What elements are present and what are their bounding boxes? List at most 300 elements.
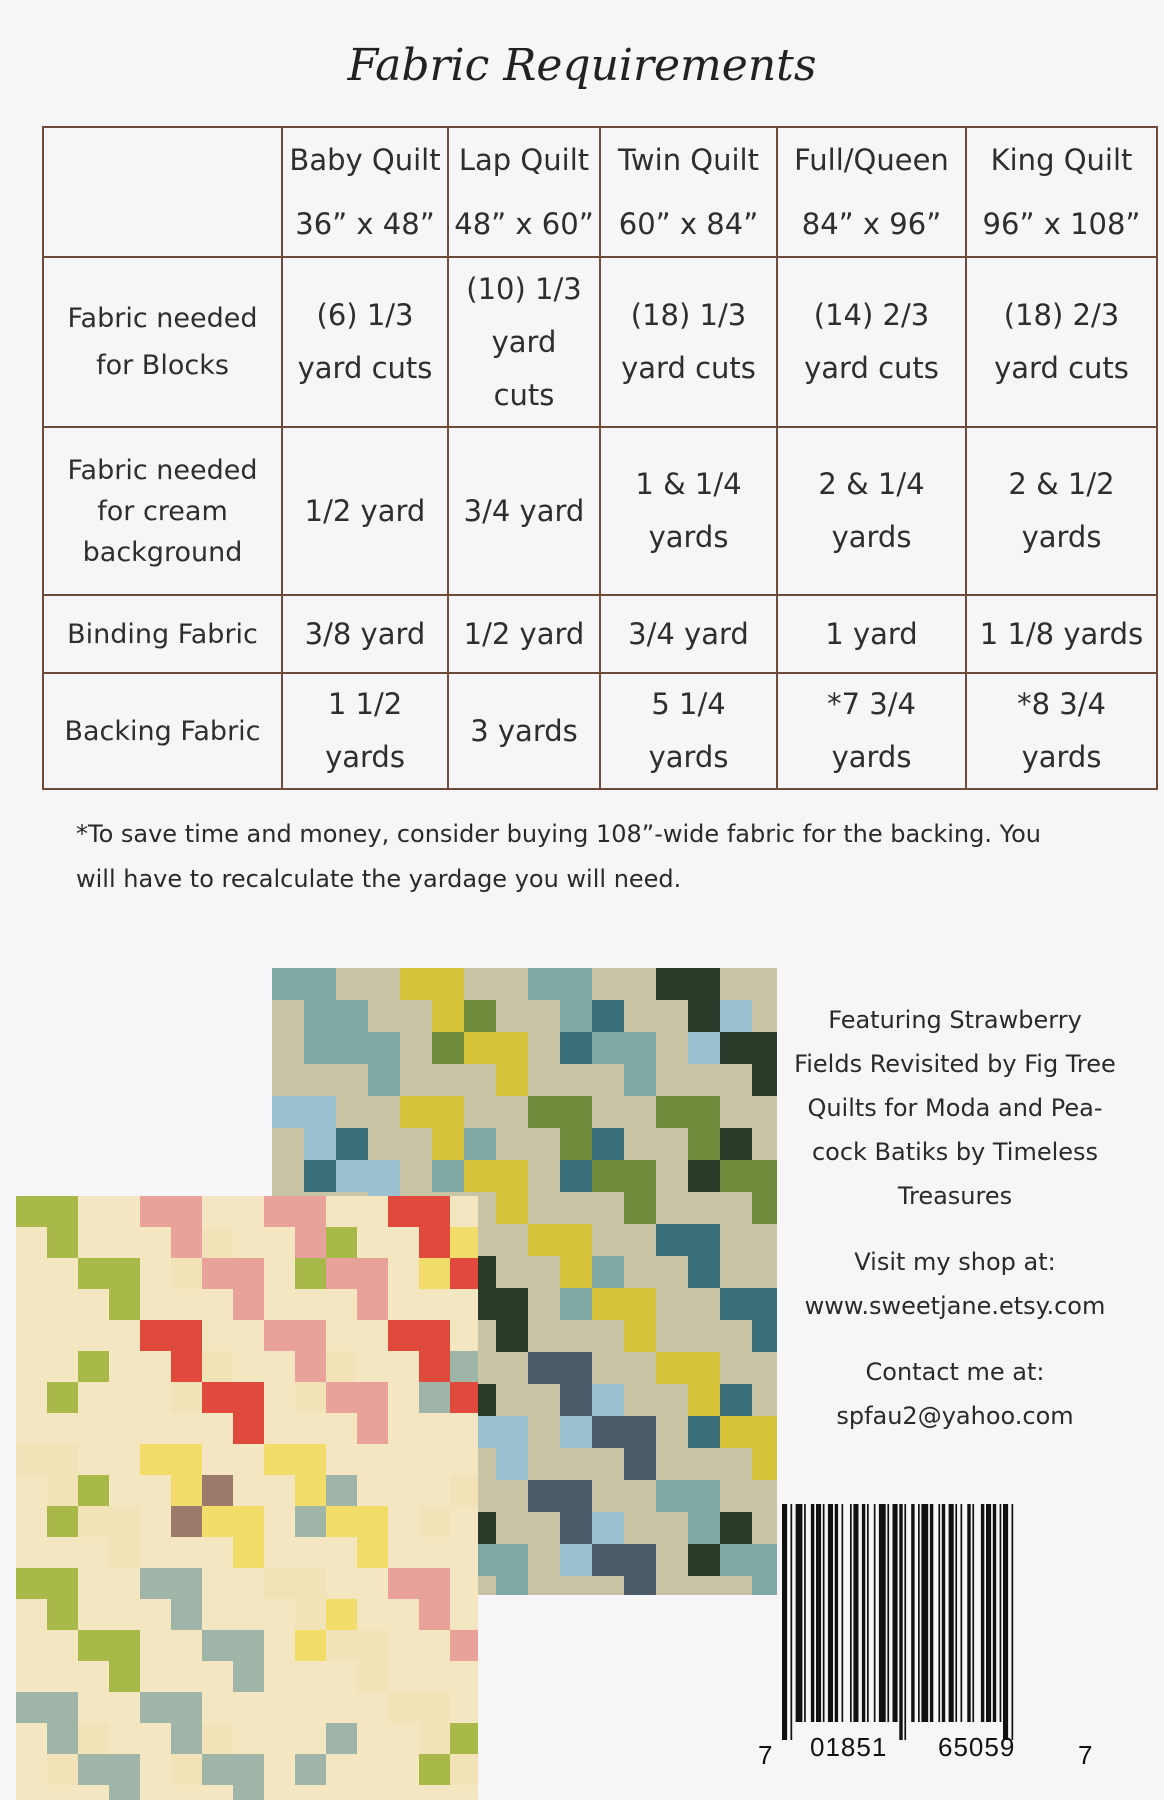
quilt-patch: [16, 1444, 47, 1475]
quilt-patch: [171, 1506, 202, 1537]
quilt-patch: [720, 1288, 752, 1320]
row-label-line: background: [82, 536, 243, 568]
quilt-patch: [592, 1480, 624, 1512]
quilt-patch: [400, 968, 432, 1000]
quilt-patch: [450, 1382, 478, 1413]
quilt-patch: [368, 1160, 400, 1192]
quilt-patch: [233, 1692, 264, 1723]
quilt-patch: [388, 1661, 419, 1692]
quilt-patch: [295, 1475, 326, 1506]
quilt-patch: [419, 1289, 450, 1320]
quilt-patch: [295, 1692, 326, 1723]
quilt-patch: [109, 1661, 140, 1692]
quilt-patch: [450, 1630, 478, 1661]
quilt-patch: [720, 968, 752, 1000]
quilt-patch: [78, 1351, 109, 1382]
row-label-line: Binding Fabric: [67, 618, 258, 650]
quilt-patch: [295, 1320, 326, 1351]
quilt-patch: [47, 1599, 78, 1630]
quilt-patch: [171, 1475, 202, 1506]
quilt-patch: [304, 968, 336, 1000]
quilt-patch: [752, 1160, 777, 1192]
quilt-patch: [336, 1096, 368, 1128]
quilt-patch: [560, 1032, 592, 1064]
quilt-patch: [326, 1754, 357, 1785]
quilt-patch: [688, 1416, 720, 1448]
quilt-patch: [528, 1352, 560, 1384]
quilt-patch: [47, 1444, 78, 1475]
quilt-patch: [264, 1444, 295, 1475]
featuring-line: cock Batiks by Timeless: [811, 1138, 1099, 1166]
quilt-patch: [47, 1537, 78, 1568]
quilt-patch: [656, 1384, 688, 1416]
quilt-patch: [752, 1448, 777, 1480]
quilt-patch: [592, 1224, 624, 1256]
quilt-patch: [295, 1785, 326, 1800]
quilt-patch: [295, 1258, 326, 1289]
barcode-bar: [862, 1504, 865, 1722]
quilt-patch: [295, 1537, 326, 1568]
barcode-bar: [791, 1504, 793, 1740]
quilt-patch: [78, 1754, 109, 1785]
quilt-patch: [752, 1224, 777, 1256]
quilt-patch: [326, 1723, 357, 1754]
cell-line: 2 & 1/4: [818, 467, 925, 501]
quilt-patch: [688, 1032, 720, 1064]
quilt-patch: [233, 1661, 264, 1692]
quilt-patch: [496, 1256, 528, 1288]
quilt-patch: [295, 1382, 326, 1413]
featuring-line: Fields Revisited by Fig Tree: [794, 1050, 1116, 1078]
quilt-patch: [496, 1576, 528, 1595]
quilt-patch: [304, 1096, 336, 1128]
quilt-patch: [295, 1289, 326, 1320]
quilt-patch: [202, 1320, 233, 1351]
quilt-patch: [432, 1000, 464, 1032]
quilt-name: Twin Quilt: [618, 143, 759, 177]
quilt-patch: [326, 1413, 357, 1444]
quilt-patch: [47, 1630, 78, 1661]
quilt-patch: [140, 1351, 171, 1382]
quilt-patch: [140, 1258, 171, 1289]
quilt-patch: [171, 1289, 202, 1320]
quilt-patch: [336, 1000, 368, 1032]
quilt-patch: [656, 1512, 688, 1544]
quilt-patch: [450, 1754, 478, 1785]
quilt-patch: [233, 1599, 264, 1630]
quilt-patch: [326, 1320, 357, 1351]
quilt-patch: [326, 1258, 357, 1289]
quilt-patch: [592, 968, 624, 1000]
cell-line: yard cuts: [804, 351, 939, 385]
quilt-patch: [720, 1032, 752, 1064]
quilt-patch: [368, 1032, 400, 1064]
quilt-patch: [140, 1754, 171, 1785]
quilt-patch: [295, 1754, 326, 1785]
quilt-patch: [357, 1506, 388, 1537]
barcode: [752, 1504, 1096, 1776]
quilt-patch: [720, 1512, 752, 1544]
quilt-patch: [419, 1599, 450, 1630]
quilt-patch: [592, 1576, 624, 1595]
quilt-patch: [171, 1754, 202, 1785]
quilt-patch: [528, 1576, 560, 1595]
quilt-patch: [450, 1320, 478, 1351]
barcode-digits: 7: [758, 1740, 773, 1770]
quilt-dimensions: 84” x 96”: [801, 207, 942, 241]
quilt-patch: [78, 1475, 109, 1506]
row-label-line: Fabric needed: [67, 454, 258, 486]
quilt-patch: [496, 1288, 528, 1320]
quilt-patch: [688, 1224, 720, 1256]
quilt-patch: [450, 1599, 478, 1630]
quilt-patch: [592, 1512, 624, 1544]
requirement-cell: [966, 595, 1157, 673]
quilt-patch: [109, 1382, 140, 1413]
quilt-patch: [450, 1227, 478, 1258]
quilt-patch: [304, 1160, 336, 1192]
quilt-patch: [688, 1480, 720, 1512]
quilt-patch: [752, 1352, 777, 1384]
cell-line: 3/8 yard: [304, 616, 426, 651]
quilt-patch: [326, 1289, 357, 1320]
quilt-patch: [400, 1096, 432, 1128]
cell-line: yards: [325, 740, 405, 774]
quilt-patch: [140, 1382, 171, 1413]
quilt-patch: [264, 1227, 295, 1258]
quilt-dimensions: 48” x 60”: [454, 207, 594, 241]
quilt-patch: [450, 1661, 478, 1692]
requirement-cell: [600, 257, 777, 427]
quilt-patch: [171, 1785, 202, 1800]
shop-link[interactable]: www.sweetjane.etsy.com: [804, 1292, 1106, 1320]
quilt-patch: [171, 1227, 202, 1258]
requirement-cell: [282, 595, 448, 673]
quilt-patch: [592, 1000, 624, 1032]
quilt-patch: [171, 1630, 202, 1661]
requirement-cell: [777, 257, 966, 427]
note-line: *To save time and money, consider buying 108”-wide fabric for the backing. You: [76, 820, 1041, 848]
quilt-patch: [109, 1444, 140, 1475]
barcode-bar: [893, 1504, 898, 1722]
quilt-patch: [496, 1480, 528, 1512]
quilt-patch: [264, 1661, 295, 1692]
quilt-patch: [233, 1630, 264, 1661]
quilt-patch: [264, 1537, 295, 1568]
quilt-patch: [388, 1692, 419, 1723]
quilt-patch: [624, 1544, 656, 1576]
quilt-patch: [202, 1630, 233, 1661]
barcode-bar: [911, 1504, 914, 1722]
barcode-bar: [921, 1504, 928, 1722]
quilt-patch: [202, 1506, 233, 1537]
quilt-patch: [450, 1289, 478, 1320]
quilt-patch: [464, 968, 496, 1000]
quilt-patch: [720, 1224, 752, 1256]
quilt-patch: [528, 1480, 560, 1512]
quilt-patch: [464, 1128, 496, 1160]
cell-line: (18) 2/3: [1003, 298, 1120, 332]
quilt-patch: [656, 968, 688, 1000]
barcode-bar: [938, 1504, 940, 1722]
barcode-bar: [986, 1504, 991, 1722]
quilt-patch: [109, 1785, 140, 1800]
cell-line: 1 1/8 yards: [979, 616, 1144, 651]
quilt-patch: [624, 1192, 656, 1224]
quilt-patch: [264, 1475, 295, 1506]
floral-quilt-photo: [16, 1196, 478, 1800]
quilt-patch: [140, 1599, 171, 1630]
quilt-patch: [171, 1382, 202, 1413]
quilt-patch: [326, 1444, 357, 1475]
quilt-patch: [496, 1320, 528, 1352]
quilt-patch: [400, 1032, 432, 1064]
requirement-row: [43, 257, 1157, 427]
quilt-patch: [400, 1064, 432, 1096]
quilt-patch: [496, 968, 528, 1000]
quilt-patch: [388, 1723, 419, 1754]
quilt-patch: [688, 1160, 720, 1192]
quilt-patch: [295, 1196, 326, 1227]
quilt-patch: [140, 1537, 171, 1568]
barcode-bar: [782, 1504, 787, 1740]
quilt-patch: [419, 1413, 450, 1444]
quilt-patch: [528, 1096, 560, 1128]
cell-line: 2 & 1/2: [1008, 467, 1115, 501]
quilt-patch: [656, 1416, 688, 1448]
quilt-patch: [78, 1599, 109, 1630]
quilt-patch: [304, 1128, 336, 1160]
quilt-patch: [16, 1599, 47, 1630]
barcode-bar: [918, 1504, 920, 1722]
cell-line: yard cuts: [994, 351, 1129, 385]
quilt-size-header: [282, 127, 448, 257]
quilt-patch: [560, 1544, 592, 1576]
quilt-patch: [78, 1568, 109, 1599]
cell-line: *7 3/4: [827, 687, 916, 721]
featuring-line: Treasures: [897, 1182, 1013, 1210]
quilt-patch: [202, 1351, 233, 1382]
quilt-patch: [432, 1096, 464, 1128]
cell-line: 1 & 1/4: [635, 467, 742, 501]
quilt-patch: [560, 1224, 592, 1256]
quilt-patch: [528, 1000, 560, 1032]
quilt-patch: [688, 1352, 720, 1384]
quilt-patch: [528, 1160, 560, 1192]
quilt-patch: [720, 1416, 752, 1448]
quilt-patch: [202, 1475, 233, 1506]
quilt-patch: [496, 1224, 528, 1256]
barcode-bar: [850, 1504, 852, 1722]
quilt-patch: [720, 1096, 752, 1128]
quilt-patch: [688, 1096, 720, 1128]
quilt-patch: [752, 1128, 777, 1160]
quilt-patch: [560, 1192, 592, 1224]
requirement-cell: [600, 673, 777, 789]
quilt-patch: [450, 1692, 478, 1723]
quilt-patch: [450, 1537, 478, 1568]
quilt-patch: [357, 1475, 388, 1506]
header-row: [43, 127, 1157, 257]
quilt-patch: [560, 1064, 592, 1096]
quilt-patch: [419, 1351, 450, 1382]
quilt-patch: [368, 1064, 400, 1096]
quilt-dimensions: 36” x 48”: [295, 207, 435, 241]
quilt-patch: [496, 1384, 528, 1416]
quilt-patch: [656, 1576, 688, 1595]
quilt-patch: [592, 1384, 624, 1416]
row-label: [43, 427, 282, 595]
quilt-patch: [720, 1192, 752, 1224]
quilt-patch: [592, 1320, 624, 1352]
quilt-patch: [357, 1537, 388, 1568]
barcode-bar: [816, 1504, 821, 1722]
quilt-patch: [528, 1192, 560, 1224]
quilt-patch: [47, 1785, 78, 1800]
quilt-patch: [388, 1351, 419, 1382]
quilt-patch: [388, 1196, 419, 1227]
barcode-bar: [823, 1504, 825, 1722]
cell-line: yards: [831, 520, 912, 554]
requirement-cell: [448, 427, 600, 595]
quilt-patch: [171, 1661, 202, 1692]
quilt-patch: [450, 1475, 478, 1506]
quilt-patch: [656, 1480, 688, 1512]
quilt-patch: [450, 1413, 478, 1444]
quilt-patch: [656, 1096, 688, 1128]
quilt-patch: [688, 1064, 720, 1096]
quilt-patch: [295, 1568, 326, 1599]
quilt-patch: [388, 1320, 419, 1351]
quilt-patch: [560, 1384, 592, 1416]
quilt-patch: [202, 1785, 233, 1800]
quilt-patch: [272, 1128, 304, 1160]
quilt-patch: [388, 1258, 419, 1289]
quilt-patch: [264, 1289, 295, 1320]
quilt-patch: [656, 1192, 688, 1224]
quilt-patch: [233, 1351, 264, 1382]
quilt-patch: [78, 1723, 109, 1754]
quilt-patch: [233, 1475, 264, 1506]
requirement-cell: [282, 673, 448, 789]
quilt-patch: [688, 1000, 720, 1032]
quilt-patch: [720, 1320, 752, 1352]
featuring-line: Featuring Strawberry: [828, 1006, 1082, 1034]
cell-line: yards: [1021, 520, 1102, 554]
barcode-bar: [1000, 1504, 1002, 1722]
quilt-patch: [656, 1128, 688, 1160]
cell-line: (6) 1/3: [316, 298, 414, 332]
quilt-patch: [140, 1196, 171, 1227]
quilt-patch: [264, 1351, 295, 1382]
quilt-patch: [47, 1723, 78, 1754]
quilt-size-header: [600, 127, 777, 257]
quilt-patch: [752, 1064, 777, 1096]
quilt-patch: [528, 1320, 560, 1352]
quilt-patch: [47, 1258, 78, 1289]
quilt-patch: [528, 1384, 560, 1416]
quilt-patch: [688, 1192, 720, 1224]
quilt-patch: [357, 1630, 388, 1661]
quilt-patch: [295, 1227, 326, 1258]
quilt-patch: [326, 1506, 357, 1537]
quilt-patch: [528, 1224, 560, 1256]
quilt-patch: [496, 1000, 528, 1032]
quilt-patch: [388, 1785, 419, 1800]
cell-line: yard: [491, 324, 557, 359]
quilt-patch: [419, 1320, 450, 1351]
quilt-patch: [432, 1032, 464, 1064]
quilt-patch: [656, 1160, 688, 1192]
quilt-patch: [432, 1064, 464, 1096]
quilt-patch: [202, 1723, 233, 1754]
quilt-patch: [140, 1227, 171, 1258]
quilt-patch: [720, 1128, 752, 1160]
quilt-patch: [560, 1352, 592, 1384]
barcode-bar: [981, 1504, 984, 1722]
quilt-patch: [496, 1448, 528, 1480]
quilt-patch: [388, 1506, 419, 1537]
quilt-patch: [78, 1506, 109, 1537]
quilt-patch: [368, 1000, 400, 1032]
requirement-cell: [777, 427, 966, 595]
quilt-patch: [357, 1661, 388, 1692]
quilt-patch: [528, 1544, 560, 1576]
quilt-patch: [264, 1599, 295, 1630]
quilt-patch: [47, 1661, 78, 1692]
barcode-bar: [930, 1504, 933, 1722]
quilt-patch: [624, 1480, 656, 1512]
quilt-patch: [419, 1196, 450, 1227]
quilt-patch: [78, 1630, 109, 1661]
quilt-patch: [109, 1630, 140, 1661]
quilt-patch: [560, 968, 592, 1000]
quilt-patch: [450, 1785, 478, 1800]
quilt-patch: [272, 1032, 304, 1064]
quilt-patch: [202, 1444, 233, 1475]
quilt-patch: [357, 1692, 388, 1723]
quilt-patch: [326, 1661, 357, 1692]
quilt-patch: [16, 1692, 47, 1723]
quilt-patch: [357, 1351, 388, 1382]
quilt-patch: [109, 1537, 140, 1568]
quilt-patch: [688, 968, 720, 1000]
barcode-bar: [811, 1504, 814, 1722]
quilt-patch: [264, 1506, 295, 1537]
quilt-patch: [47, 1413, 78, 1444]
quilt-patch: [140, 1785, 171, 1800]
quilt-patch: [357, 1444, 388, 1475]
requirement-cell: [966, 257, 1157, 427]
requirement-cell: [448, 595, 600, 673]
quilt-patch: [752, 1000, 777, 1032]
quilt-patch: [233, 1320, 264, 1351]
quilt-patch: [357, 1320, 388, 1351]
row-label: [43, 595, 282, 673]
quilt-patch: [688, 1384, 720, 1416]
quilt-patch: [688, 1288, 720, 1320]
quilt-patch: [419, 1444, 450, 1475]
quilt-patch: [357, 1568, 388, 1599]
quilt-patch: [171, 1537, 202, 1568]
quilt-dimensions: 60” x 84”: [618, 207, 759, 241]
quilt-patch: [295, 1723, 326, 1754]
quilt-patch: [202, 1537, 233, 1568]
quilt-patch: [109, 1568, 140, 1599]
cell-line: (18) 1/3: [630, 298, 747, 332]
page-title: Fabric Requirements: [347, 40, 817, 91]
contact-email-link[interactable]: spfau2@yahoo.com: [836, 1402, 1074, 1430]
